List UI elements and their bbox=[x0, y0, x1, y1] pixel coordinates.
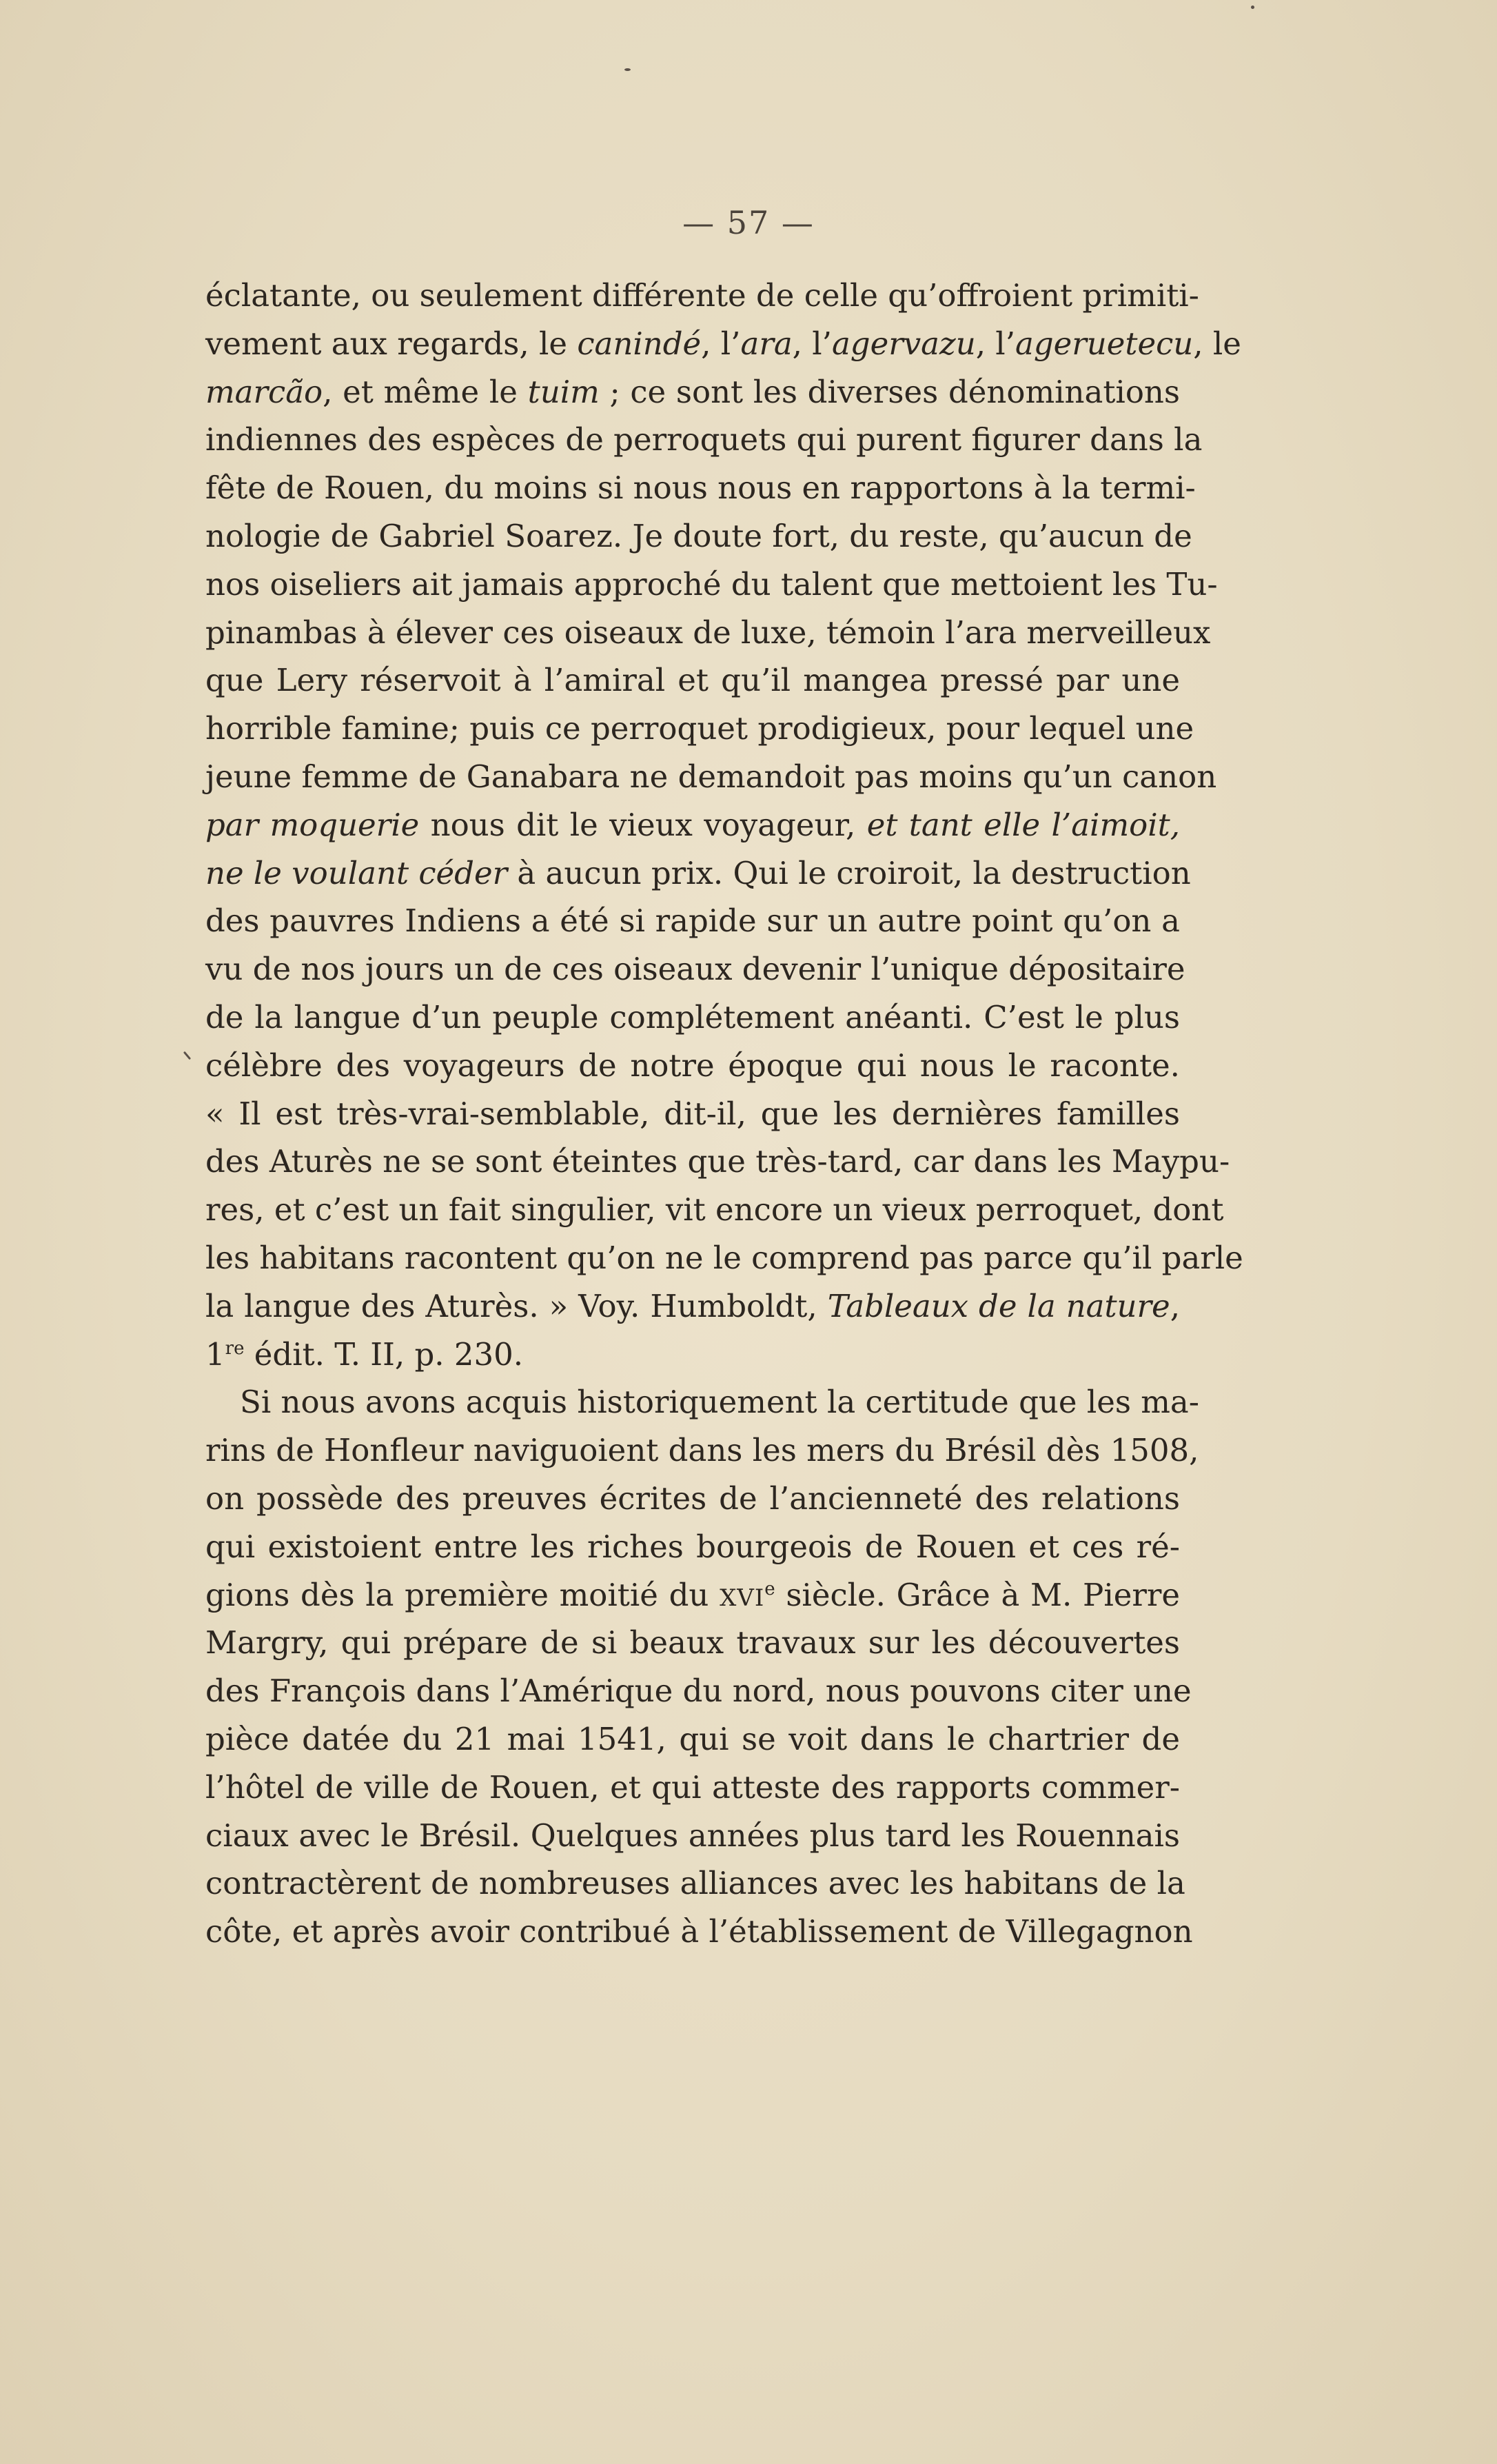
text-line bbox=[205, 464, 1196, 512]
text-segment: jeune femme de Ganabara ne demandoit pas moins qu’un canon bbox=[205, 758, 1217, 795]
text-segment: qui existoient entre les riches bourgeois de Rouen et ces ré- bbox=[205, 1528, 1180, 1565]
text-line bbox=[205, 1859, 1185, 1908]
italic-text: et tant elle l’aimoit, bbox=[866, 807, 1180, 843]
text-segment: pièce datée du 21 mai 1541, qui se voit dans le chartrier de bbox=[205, 1721, 1180, 1757]
text-segment: édit. T. II, p. 230. bbox=[244, 1336, 524, 1373]
text-line bbox=[205, 368, 1180, 416]
text-line bbox=[205, 897, 1180, 945]
text-segment: « Il est très-vrai-semblable, dit-il, que les dernières familles bbox=[205, 1095, 1180, 1132]
italic-text: tuim bbox=[527, 374, 600, 410]
italic-text: agervazu bbox=[831, 325, 976, 362]
text-line bbox=[205, 1667, 1192, 1715]
italic-text: par moquerie bbox=[205, 807, 420, 843]
text-line bbox=[205, 416, 1203, 464]
text-segment: , le bbox=[1193, 325, 1241, 362]
text-segment: la langue des Aturès. » Voy. Humboldt, bbox=[205, 1288, 828, 1324]
ink-speck bbox=[183, 1051, 191, 1060]
text-line bbox=[205, 656, 1180, 705]
text-line bbox=[205, 609, 1211, 657]
text-segment: côte, et après avoir contribué à l’établissement de Villegagnon bbox=[205, 1913, 1193, 1950]
text-segment: nos oiseliers ait jamais approché du talent que mettoient les Tu- bbox=[205, 566, 1218, 603]
text-line bbox=[205, 753, 1217, 801]
text-segment: , l’ bbox=[792, 325, 832, 362]
text-line bbox=[205, 512, 1192, 561]
italic-text: ageruetecu bbox=[1015, 325, 1194, 362]
text-line bbox=[205, 272, 1199, 320]
text-segment: vu de nos jours un de ces oiseaux devenir l’unique dépositaire bbox=[205, 951, 1185, 987]
text-line bbox=[240, 1378, 1199, 1426]
ink-speck bbox=[624, 68, 631, 71]
italic-text: marcão bbox=[205, 374, 323, 410]
text-line bbox=[205, 1571, 1180, 1619]
text-line bbox=[205, 849, 1191, 898]
text-segment: les habitans racontent qu’on ne le comprend pas parce qu’il parle bbox=[205, 1240, 1243, 1276]
text-segment: contractèrent de nombreuses alliances avec les habitans de la bbox=[205, 1865, 1185, 1901]
ink-speck bbox=[1251, 6, 1254, 9]
text-line bbox=[205, 1090, 1180, 1138]
text-segment: ciaux avec le Brésil. Quelques années plus tard les Rouennais bbox=[205, 1817, 1180, 1854]
text-line bbox=[205, 1282, 1180, 1331]
text-segment: rins de Honfleur naviguoient dans les mers du Brésil dès 1508, bbox=[205, 1432, 1199, 1468]
text-segment: , bbox=[1170, 1288, 1180, 1324]
text-line bbox=[205, 993, 1180, 1042]
text-line bbox=[205, 320, 1241, 368]
text-line bbox=[205, 1186, 1224, 1234]
text-segment: siècle. Grâce à M. Pierre bbox=[775, 1577, 1181, 1613]
text-segment: ; ce sont les diverses dénominations bbox=[599, 374, 1180, 410]
text-line bbox=[205, 1812, 1180, 1860]
text-segment: indiennes des espèces de perroquets qui purent figurer dans la bbox=[205, 421, 1203, 458]
text-segment: nologie de Gabriel Soarez. Je doute fort, du reste, qu’aucun de bbox=[205, 518, 1192, 554]
text-line bbox=[205, 1426, 1199, 1475]
text-line bbox=[205, 561, 1218, 609]
text-segment: Si nous avons acquis historiquement la certitude que les ma- bbox=[240, 1384, 1199, 1420]
text-segment: , l’ bbox=[975, 325, 1015, 362]
text-segment: , l’ bbox=[701, 325, 741, 362]
text-line bbox=[205, 1234, 1243, 1282]
text-line bbox=[205, 1331, 1180, 1379]
italic-text: Tableaux de la nature bbox=[827, 1288, 1170, 1324]
text-segment: des François dans l’Amérique du nord, nous pouvons citer une bbox=[205, 1673, 1192, 1709]
text-segment: res, et c’est un fait singulier, vit encore un vieux perroquet, dont bbox=[205, 1191, 1224, 1228]
page-number: — 57 — bbox=[682, 204, 815, 241]
text-line bbox=[205, 1523, 1180, 1571]
text-line bbox=[205, 1908, 1193, 1956]
text-segment: que Lery réservoit à l’amiral et qu’il mangea pressé par une bbox=[205, 662, 1180, 698]
text-segment: l’hôtel de ville de Rouen, et qui atteste des rapports commer- bbox=[205, 1769, 1180, 1806]
text-segment: gions dès la première moitié du bbox=[205, 1577, 720, 1613]
text-segment: on possède des preuves écrites de l’ancienneté des relations bbox=[205, 1480, 1180, 1517]
text-line bbox=[205, 801, 1180, 849]
text-segment: éclatante, ou seulement différente de celle qu’offroient primiti- bbox=[205, 277, 1199, 314]
text-segment: horrible famine; puis ce perroquet prodigieux, pour lequel une bbox=[205, 710, 1194, 747]
text-segment: nous dit le vieux voyageur, bbox=[419, 807, 867, 843]
text-segment: Margry, qui prépare de si beaux travaux sur les découvertes bbox=[205, 1624, 1180, 1661]
italic-text: ara bbox=[740, 325, 793, 362]
text-segment: des pauvres Indiens a été si rapide sur un autre point qu’on a bbox=[205, 902, 1180, 939]
text-segment: célèbre des voyageurs de notre époque qui nous le raconte. bbox=[205, 1047, 1180, 1084]
text-segment: 1 bbox=[205, 1336, 225, 1373]
text-line bbox=[205, 1138, 1230, 1186]
text-segment: de la langue d’un peuple complétement anéanti. C’est le plus bbox=[205, 999, 1180, 1036]
italic-text: canindé bbox=[577, 325, 702, 362]
text-line bbox=[205, 1042, 1180, 1090]
text-line bbox=[205, 1475, 1180, 1523]
text-segment: , et même le bbox=[323, 374, 528, 410]
text-line bbox=[205, 705, 1194, 753]
text-segment: à aucun prix. Qui le croiroit, la destruction bbox=[507, 855, 1191, 891]
text-segment: vement aux regards, le bbox=[205, 325, 578, 362]
text-segment: pinambas à élever ces oiseaux de luxe, témoin l’ara merveilleux bbox=[205, 614, 1211, 651]
text-segment: des Aturès ne se sont éteintes que très-tard, car dans les Maypu- bbox=[205, 1143, 1230, 1180]
italic-text: ne le voulant céder bbox=[205, 855, 508, 891]
superscript-text: e bbox=[764, 1579, 775, 1599]
text-line bbox=[205, 945, 1185, 993]
text-segment: fête de Rouen, du moins si nous nous en rapportons à la termi- bbox=[205, 469, 1196, 506]
text-line bbox=[205, 1715, 1180, 1764]
text-line bbox=[205, 1619, 1180, 1667]
superscript-text: re bbox=[225, 1338, 245, 1359]
small-caps-text: XVI bbox=[720, 1584, 765, 1612]
text-line bbox=[205, 1764, 1180, 1812]
